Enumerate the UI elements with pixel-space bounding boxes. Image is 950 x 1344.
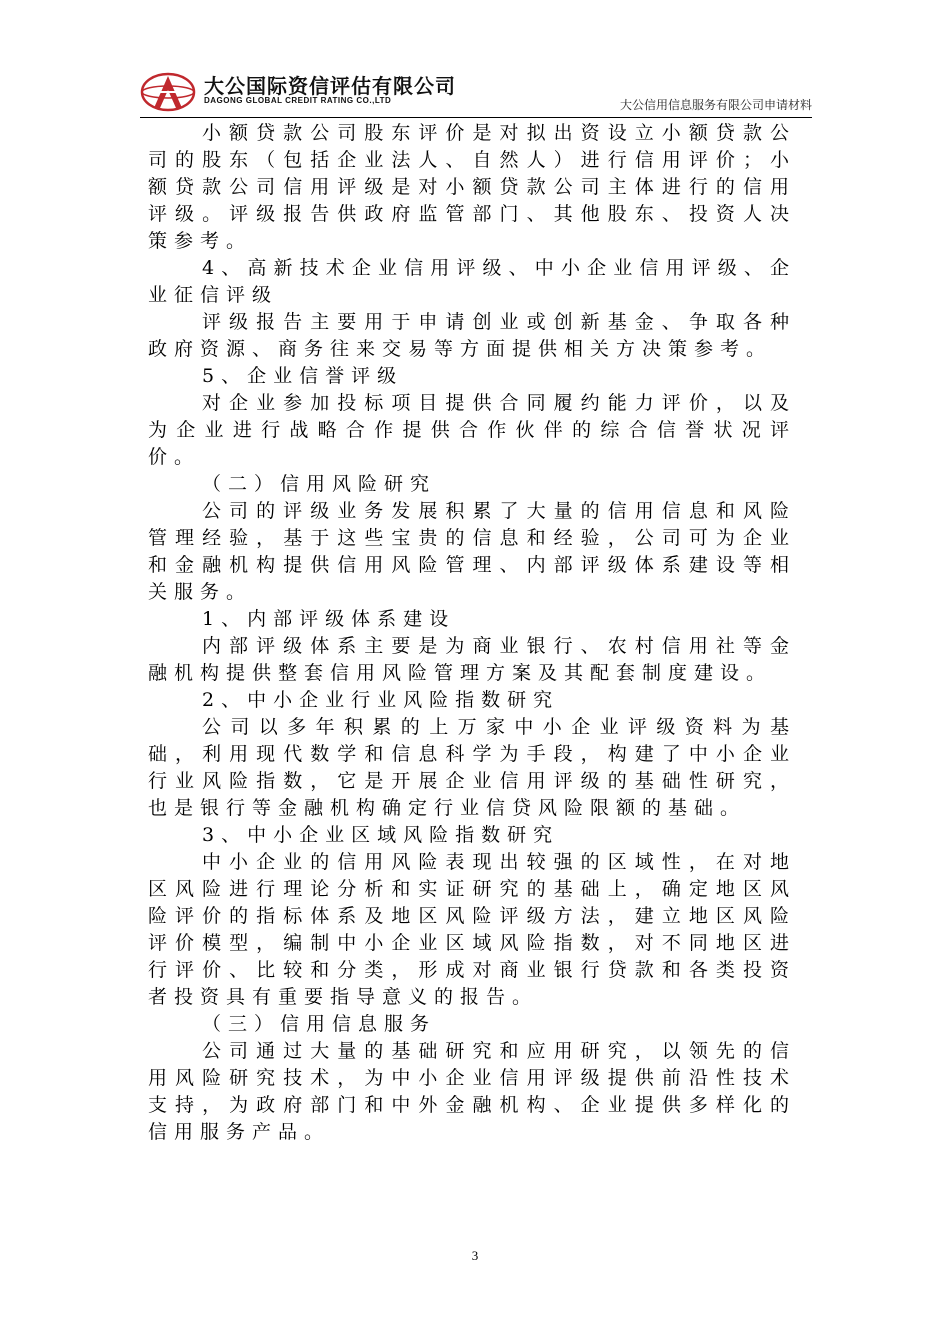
heading-internal-rating-system: 1、内部评级体系建设 [202, 608, 456, 630]
heading-industry-risk-index: 2、中小企业行业风险指数研究 [202, 689, 560, 711]
paragraph-rating-report-use: 评级报告主要用于申请创业或创新基金、争取各种政府资源、商务往来交易等方面提供相关方决策参考。 [148, 311, 796, 360]
paragraph-internal-rating-system: 内部评级体系主要是为商业银行、农村信用社等金融机构提供整套信用风险管理方案及其配套制度建设。 [148, 635, 796, 684]
section-heading-credit-info-service: （三）信用信息服务 [202, 1013, 437, 1035]
page-number: 3 [471, 1248, 479, 1263]
company-name-cn: 大公国际资信评估有限公司 [204, 74, 456, 98]
heading-reputation-rating: 5、企业信誉评级 [202, 365, 404, 387]
section-heading-credit-risk-research: （二）信用风险研究 [202, 473, 437, 495]
page-header [140, 68, 812, 118]
header-rule [140, 117, 812, 118]
company-name-en: DAGONG GLOBAL CREDIT RATING CO.,LTD [204, 96, 392, 105]
paragraph-reputation-rating: 对企业参加投标项目提供合同履约能力评价，以及为企业进行战略合作提供合作伙伴的综合信誉状况评价。 [148, 392, 796, 468]
paragraph-regional-risk-index: 中小企业的信用风险表现出较强的区域性，在对地区风险进行理论分析和实证研究的基础上，确定地区风险评价的指标体系及地区风险评级方法，建立地区风险评价模型，编制中小企业区域风险指数，对不同地区进行评价、比较和分类，形成对商业银行贷款和各类投资者投资具有重要指导意义的报告。 [148, 851, 796, 1008]
paragraph-credit-info-service: 公司通过大量的基础研究和应用研究，以领先的信用风险研究技术，为中小企业信用评级提供前沿性技术支持，为政府部门和中外金融机构、企业提供多样化的信用服务产品。 [148, 1040, 796, 1143]
paragraph-shareholder-rating: 小额贷款公司股东评价是对拟出资设立小额贷款公司的股东（包括企业法人、自然人）进行信用评价；小额贷款公司信用评级是对小额贷款公司主体进行的信用评级。评级报告供政府监管部门、其他股东、投资人决策参考。 [148, 122, 796, 252]
heading-hightech-rating: 4、高新技术企业信用评级、中小企业信用评级、企业征信评级 [148, 257, 796, 306]
heading-regional-risk-index: 3、中小企业区域风险指数研究 [202, 824, 560, 846]
paragraph-credit-risk-research: 公司的评级业务发展积累了大量的信用信息和风险管理经验，基于这些宝贵的信息和经验，公司可为企业和金融机构提供信用风险管理、内部评级体系建设等相关服务。 [148, 500, 796, 603]
document-label: 大公信用信息服务有限公司申请材料 [619, 98, 812, 112]
dagong-logo-icon [140, 72, 196, 112]
paragraph-industry-risk-index: 公司以多年积累的上万家中小企业评级资料为基础，利用现代数学和信息科学为手段，构建了中小企业行业风险指数，它是开展企业信用评级的基础性研究，也是银行等金融机构确定行业信贷风险限额的基础。 [148, 716, 796, 819]
document-body [148, 120, 796, 1146]
